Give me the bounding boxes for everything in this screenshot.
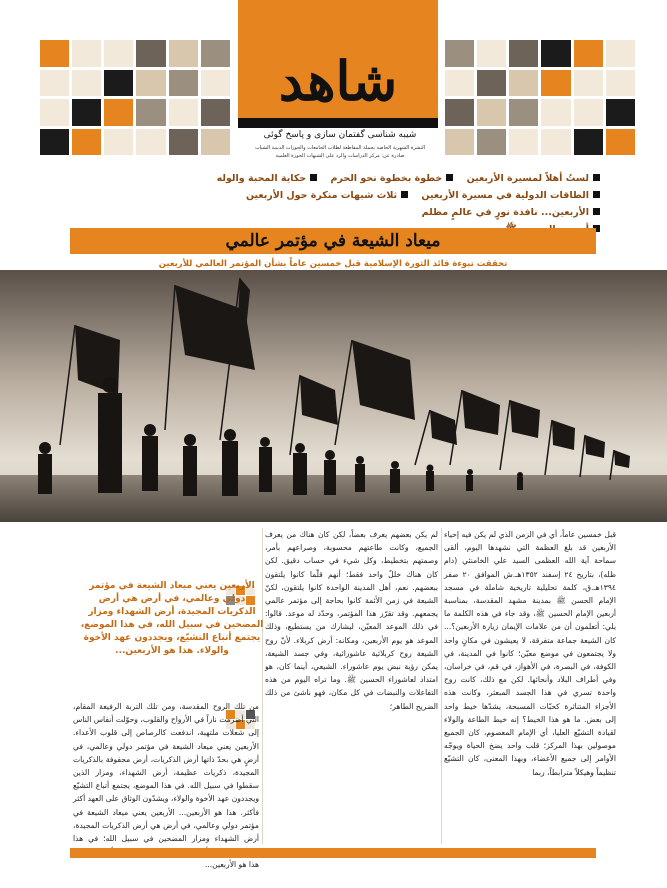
mosaic-tile [574, 99, 603, 126]
mosaic-tile [40, 99, 69, 126]
mosaic-tile [169, 99, 198, 126]
headline-item[interactable]: ثلاث شبهات منكرة حول الأربعين [246, 190, 408, 201]
mosaic-tile [72, 129, 101, 156]
mosaic-tile [509, 40, 538, 67]
bullet-square-icon [401, 191, 408, 198]
mosaic-tile [201, 40, 230, 67]
mosaic-tile [104, 70, 133, 97]
mosaic-tile [509, 99, 538, 126]
bullet-square-icon [310, 174, 317, 181]
masthead-subtitle-1: النشرة الشهرية الخاصة بحملة المقاطعة لطلاب الجامعات والحوزات الدينية الشباب [254, 145, 426, 151]
mosaic-tile [72, 40, 101, 67]
mosaic-tile [541, 70, 570, 97]
article-column-3: من تلك الروح المقدسة، ومن تلك التربة الرفيعة المقام، التي أضرمت ناراً في الأرواح والقلوب، وحوّلت أنفاس الناس إلى شعلات ملتهبة، اندفعت كالرصاص إلى قلوب الأعداء. الأربعين يعني ميعاد الشيعة في مؤتمر دولي وعالمي، في أرضٍ هي بحدّ ذاتها أرض الذكريات، أرض محفوفة بالذكريات المجيدة، ذكريات عظيمة، أرض الشهداء، ومزار الذين سقطوا في سبيل الله. في هذا الموضع، يجتمع أتباع التشيّع ويجددون عهد الأخوة والولاء، ويشدّون الوثاق على العهد أكثر فأكثر. هذا هو الأربعين... الأربعين يعني ميعاد الشيعة في مؤتمر دولي وعالمي، في أرض هي أرض الذكريات المجيدة، أرض الشهداء ومزار المضحين في سبيل الله؛ في هذا هذا هو الأربعين... [73, 702, 259, 870]
mosaic-tile [104, 40, 133, 67]
mosaic-tile [606, 40, 635, 67]
column-divider [262, 528, 263, 844]
mosaic-tile [606, 70, 635, 97]
bullet-square-icon [593, 174, 600, 181]
mosaic-tile [574, 70, 603, 97]
headline-item[interactable]: حكاية المحبة والوله [217, 173, 318, 184]
bullet-square-icon [446, 174, 453, 181]
masthead-mosaic-right [445, 40, 635, 155]
mosaic-tile [477, 99, 506, 126]
article-column-2: لم يكن بعضهم يعرف بعضاً، لكن كان هناك من يعرف الجميع، وكانت طاعتهم محسوبة، وصراعهم بأمر، وصمتهم بتخطيط، وكل شيء في حساب دقيق. لكن كان هناك خللٌ واحد فقط؛ أنهم قلّما كانوا يلتقون ببعضهم. نعم، أهل المدينة الواحدة كانوا يلتقون، لكنّ الشيعة في زمن الأئمة كانوا بحاجة إلى مؤتمر عالمي يجمعهم. وقد تقرّر هذا المؤتمر، وحدّد له موعد. قالوا: في ذلك الموعد المعيّن، ليشارك من يستطيع، وذلك الموعد هو يوم الأربعين، ومكانه: أرض كربلاء. لأنّ روح الشيعة روح كربلائية عاشورائية، وفي جسد الشيعة، يمكن رؤية نبض يوم عاشوراء. الشيعي، أينما كان، هو امتداد لعاشوراء الحسين ﷺ. وما تراه اليوم من هذه التفاعلات والنبضات في كل مكان، فهو ناشئ من ذلك الضريح الطاهر؛ [265, 530, 438, 711]
mosaic-tile [509, 129, 538, 156]
masthead-logo: شاهد [278, 49, 398, 113]
headline-item[interactable]: الطاقات الدولية في مسيرة الأربعين [421, 190, 600, 201]
masthead-tagline: شیبه شناسی گفتمان سازی و پاسخ گوئی [263, 130, 417, 140]
mosaic-tile [445, 70, 474, 97]
mosaic-tile [40, 70, 69, 97]
article-column-1: قبل خمسين عاماً، أي في الزمن الذي لم يكن فيه إحياء الأربعين قد بلغ العظمة التي نشهدها اليوم، ألقى سماحة آية الله العظمى السيد علي الخامنئي (دام ظله)، بتاريخ ٢٤ إسفند ١٣٥٢هـ.ش الموافق ٢٠ صفر ١٣٩٤هـ.ق، كلمة تحليلية تاريخية شاملة في مسجد الإمام الحسن ﷺ بمدينة مشهد المقدسة، بمناسبة أربعين الإمام الحسين ﷺ، وقد جاء في هذه الكلمة ما يلي: أتعلمون أن من علامات الإيمان زيارة الأربعين؟... كان الشيعة جماعة متفرقة، لا يعيشون في مكانٍ واحد ولا يجتمعون في موضع معيّن؛ كانوا في المدينة، في الكوفة، في البصرة، في الأهواز، في قم، في خراسان، وفي أطراف البلاد وأنحائها. لكن مع ذلك، كانت روح واحدة تسري في هذا الجسد المبعثر، وكانت هذه الأجزاء المتناثرة كحبّات المسبحة، يشدّها خيط واحد إلى بعض. ما هو هذا الخيط؟ إنه خيط الطاعة والولاء لقيادة التشيّع العليا، أي الإمام المعصوم، كان الجميع موصولين بهذا المركز؛ قلب واحد يضخ الحياة ويوجّه الأوامر إلى جميع الأعضاء، وبهذا المعنى، كان التشيّع تنظيماً وهيكلاً مترابطاً، ربما [444, 530, 616, 777]
headline-item[interactable]: خطوة بخطوة نحو الحرم [331, 173, 454, 184]
mosaic-tile [445, 99, 474, 126]
mosaic-tile [574, 40, 603, 67]
mosaic-tile [477, 40, 506, 67]
column-divider [441, 528, 442, 844]
mosaic-tile [541, 129, 570, 156]
mosaic-tile [169, 40, 198, 67]
mosaic-tile [136, 129, 165, 156]
mosaic-tile [606, 129, 635, 156]
pilgrims-flags-photo [0, 270, 667, 522]
logo-underline [238, 118, 438, 128]
mosaic-tile [201, 70, 230, 97]
mosaic-tile [477, 129, 506, 156]
mosaic-tile [201, 129, 230, 156]
mosaic-tile [40, 40, 69, 67]
mosaic-tile [201, 99, 230, 126]
pull-quote: الأربعين يعني ميعاد الشيعة في مؤتمر دولي وعالمي، في أرض هي أرض الذكريات المجيدة، أرض الشهداء ومزار المضحين في سبيل الله، في هذا الموضع، يجتمع أتباع التشيّع، ويجددون عهد الأخوة والولاء. هذا هو الأربعين... [80, 581, 264, 656]
mosaic-tile [136, 70, 165, 97]
mosaic-tile [541, 40, 570, 67]
mosaic-tile [72, 99, 101, 126]
mosaic-tile [445, 129, 474, 156]
headline-item[interactable]: لستُ أهلاً لمسيرة الأربعين [467, 173, 600, 184]
mosaic-tile [477, 70, 506, 97]
masthead-subtitle-2: صادرة عن: مركز الدراسات والرد على الشبهات الحوزة العلمية [275, 153, 405, 159]
mosaic-tile [72, 70, 101, 97]
mosaic-tile [40, 129, 69, 156]
bullet-square-icon [593, 191, 600, 198]
article-title: ميعاد الشيعة في مؤتمر عالمي [225, 231, 441, 251]
mosaic-tile [445, 40, 474, 67]
headline-item[interactable]: الأربعين... نافذة نورٍ في عالمٍ مظلم [422, 207, 600, 218]
article-subtitle: تحققت نبوءة قائد الثورة الإسلامية قبل خمسين عاماً بشأن المؤتمر العالمي للأربعين [158, 259, 508, 269]
footer-accent-bar [70, 848, 596, 858]
mosaic-tile [104, 129, 133, 156]
bullet-square-icon [593, 208, 600, 215]
mosaic-tile [509, 70, 538, 97]
mosaic-tile [136, 99, 165, 126]
mosaic-tile [541, 99, 570, 126]
mosaic-tile [574, 129, 603, 156]
masthead-mosaic-left [40, 40, 230, 155]
mosaic-tile [136, 40, 165, 67]
mosaic-tile [169, 70, 198, 97]
mosaic-tile [104, 99, 133, 126]
mosaic-tile [169, 129, 198, 156]
mosaic-tile [606, 99, 635, 126]
photo-illustration [0, 270, 667, 522]
